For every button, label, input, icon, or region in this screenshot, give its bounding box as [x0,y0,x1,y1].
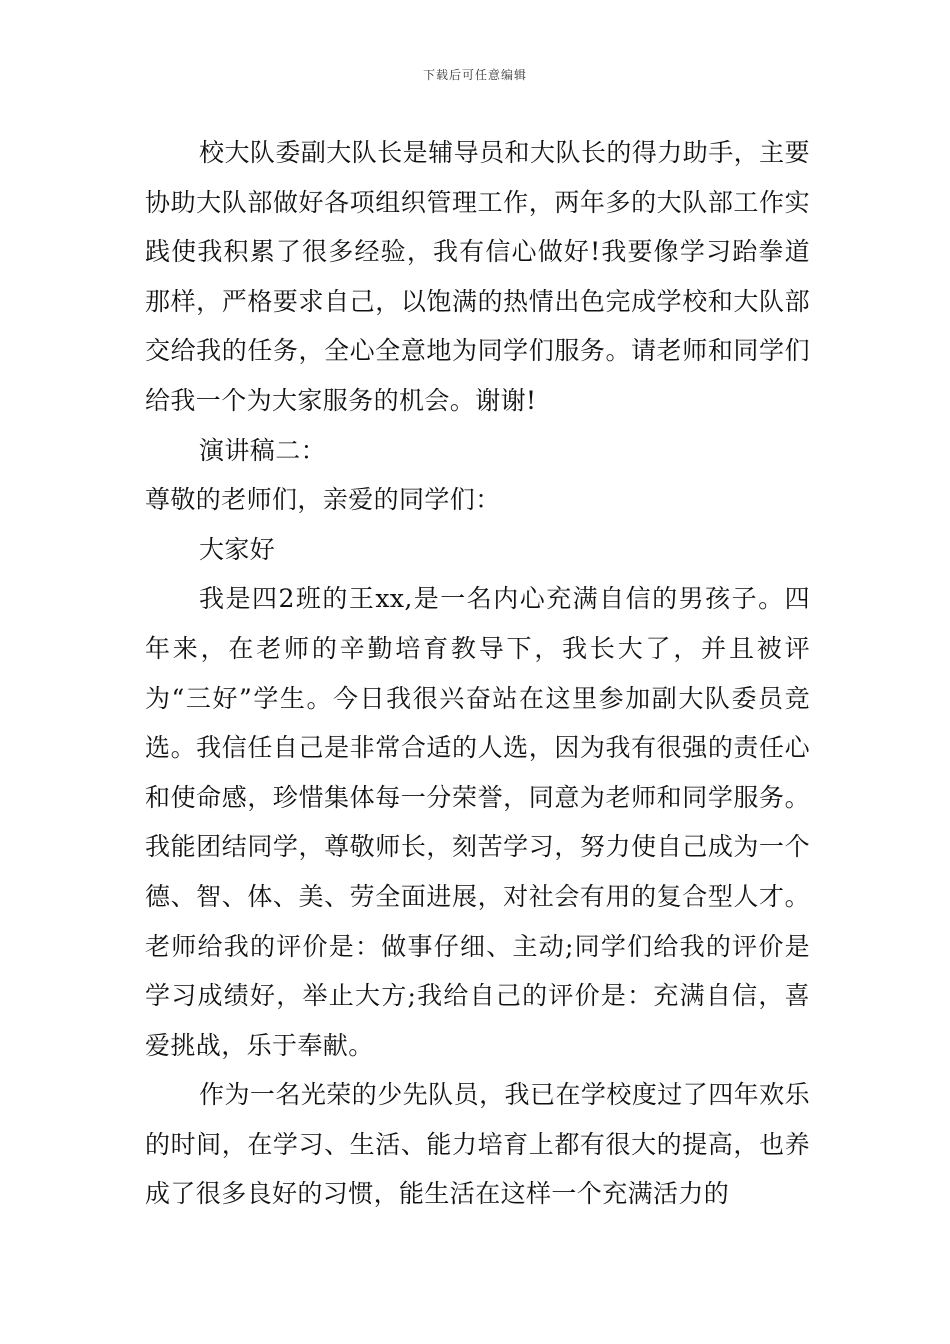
salutation: 尊敬的老师们，亲爱的同学们： [145,485,501,515]
greeting: 大家好 [199,534,276,564]
document-body [145,128,810,1219]
header-note: 下载后可任意编辑 [422,68,527,82]
paragraph-1: 校大队委副大队长是辅导员和大队长的得力助手，主要协助大队部做好各项组织管理工作，两年多的大队部工作实践使我积累了很多经验，我有信心做好!我要像学习跆拳道那样，严格要求自己，以饱满的热情出色完成学校和大队部交给我的任务，全心全意地为同学们服务。请老师和同学们给我一个为大家服务的机会。谢谢! [145,138,810,415]
paragraph-2: 我是四2班的王xx,是一名内心充满自信的男孩子。四年来，在老师的辛勤培育教导下，我长大了，并且被评为“三好”学生。今日我很兴奋站在这里参加副大队委员竞选。我信任自己是非常合适的人选，因为我有很强的责任心和使命感，珍惜集体每一分荣誉，同意为老师和同学服务。我能团结同学，尊敬师长，刻苦学习，努力使自己成为一个德、智、体、美、劳全面进展，对社会有用的复合型人才。老师给我的评价是：做事仔细、主动;同学们给我的评价是学习成绩好，举止大方;我给自己的评价是：充满自信，喜爱挑战，乐于奉献。 [145,584,810,1060]
paragraph-3: 作为一名光荣的少先队员，我已在学校度过了四年欢乐的时间，在学习、生活、能力培育上都有很大的提高，也养成了很多良好的习惯，能生活在这样一个充满活力的 [145,1080,810,1209]
section-heading: 演讲稿二： [199,435,327,465]
